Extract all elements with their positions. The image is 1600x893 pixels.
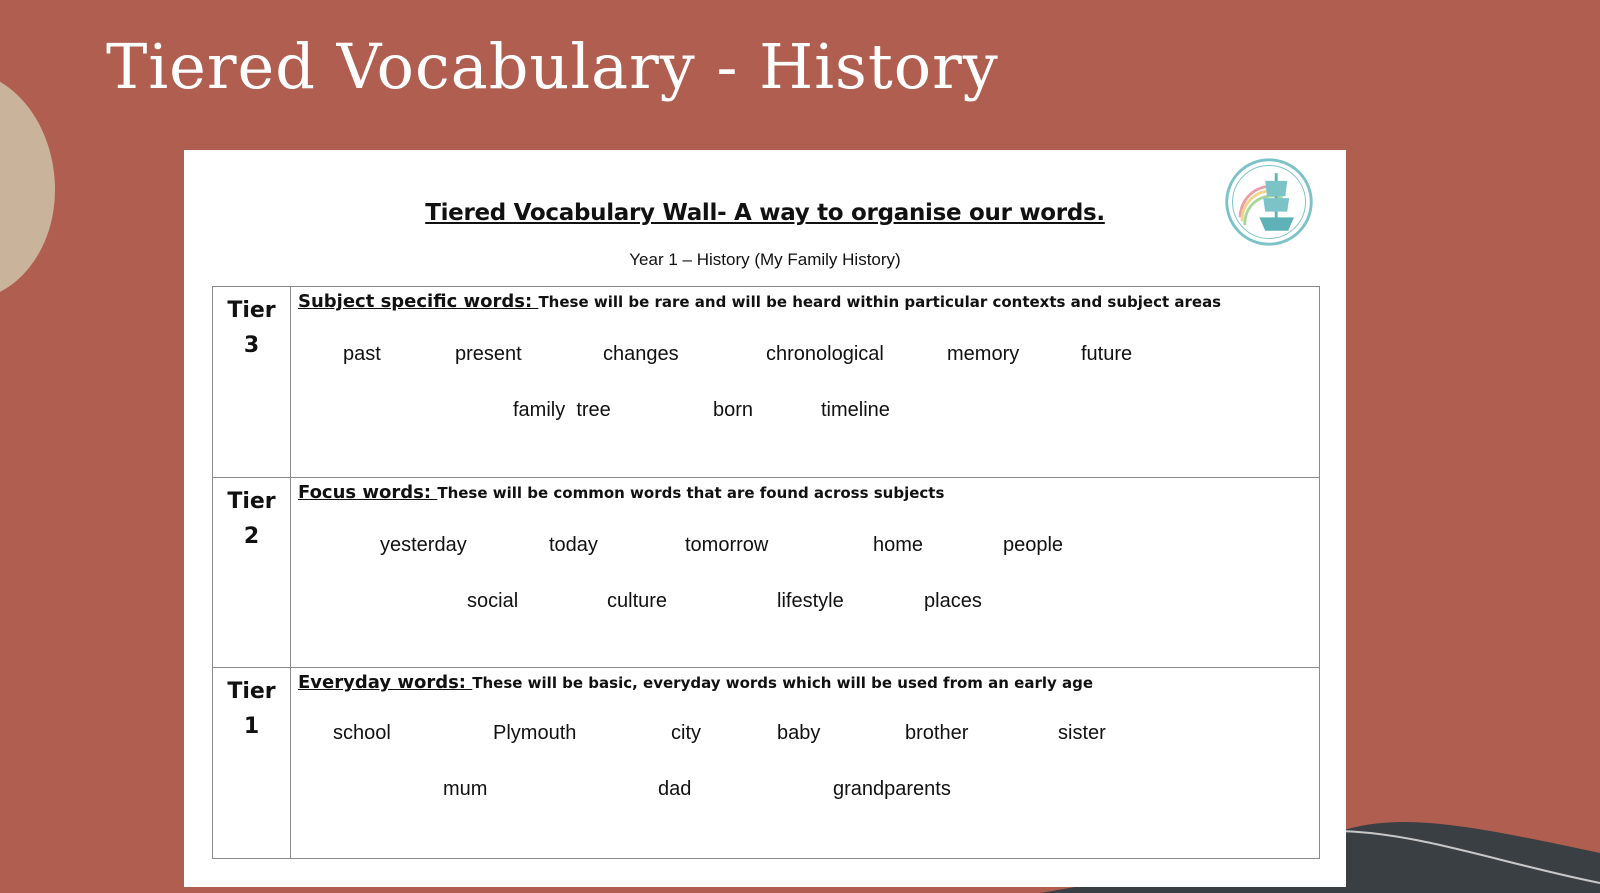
vocab-word: culture: [607, 590, 668, 612]
vocab-word: yesterday: [380, 534, 467, 556]
tier-label-word: Tier: [227, 298, 276, 323]
vocab-word: baby: [777, 722, 821, 744]
tier-heading-description: These will be common words that are found across subjects: [437, 484, 945, 502]
tier-label-number: 2: [243, 524, 260, 549]
vocab-word: future: [1081, 343, 1133, 365]
decorative-blob: [0, 70, 55, 300]
slide-title: Tiered Vocabulary - History: [106, 30, 999, 103]
vocab-word: people: [1003, 534, 1064, 556]
tier-heading-name: Subject specific words:: [298, 291, 539, 312]
vocab-word: past: [343, 343, 381, 365]
vocab-word: born: [713, 399, 754, 421]
vocab-word: present: [455, 343, 522, 365]
vocab-word: lifestyle: [777, 590, 844, 612]
vocab-word: today: [549, 534, 598, 556]
vocab-word: dad: [658, 778, 692, 800]
tier-heading: [298, 482, 1311, 503]
vocabulary-table: [212, 286, 1320, 859]
tier-label: [213, 287, 291, 477]
vocab-word: places: [924, 590, 982, 612]
document-subtitle: Year 1 – History (My Family History): [629, 250, 901, 269]
document-title: Tiered Vocabulary Wall- A way to organise our words.: [425, 200, 1105, 226]
tier-label: [213, 478, 291, 668]
vocab-word: tomorrow: [685, 534, 769, 556]
vocab-word: chronological: [766, 343, 884, 365]
tier-label-word: Tier: [227, 489, 276, 514]
tier-row-2: [213, 477, 1319, 668]
vocab-word: home: [873, 534, 924, 556]
tier-heading-name: Focus words:: [298, 482, 438, 503]
tier-label-number: 3: [243, 333, 260, 358]
tier-heading: [298, 672, 1311, 693]
tier-label-number: 1: [243, 714, 260, 739]
vocab-word: brother: [905, 722, 969, 744]
vocab-word: grandparents: [833, 778, 951, 800]
tier-label-word: Tier: [227, 679, 276, 704]
vocab-word: school: [333, 722, 391, 744]
tier-row-3: [213, 287, 1319, 477]
vocabulary-document: [184, 150, 1346, 887]
vocab-word: city: [671, 722, 701, 744]
vocab-word: mum: [443, 778, 488, 800]
vocab-word: memory: [947, 343, 1020, 365]
vocab-word: timeline: [821, 399, 890, 421]
vocab-word: social: [467, 590, 519, 612]
tier-heading-description: These will be basic, everyday words which will be used from an early age: [472, 674, 1094, 692]
vocab-word: Plymouth: [493, 722, 577, 744]
vocab-word: family tree: [513, 399, 611, 421]
tier-heading: [298, 291, 1311, 312]
vocab-word: sister: [1058, 722, 1106, 744]
tier-heading-description: These will be rare and will be heard within particular contexts and subject areas: [538, 293, 1222, 311]
vocab-word: changes: [603, 343, 679, 365]
tier-label: [213, 668, 291, 859]
tier-row-1: [213, 667, 1319, 859]
tier-heading-name: Everyday words:: [298, 672, 473, 693]
